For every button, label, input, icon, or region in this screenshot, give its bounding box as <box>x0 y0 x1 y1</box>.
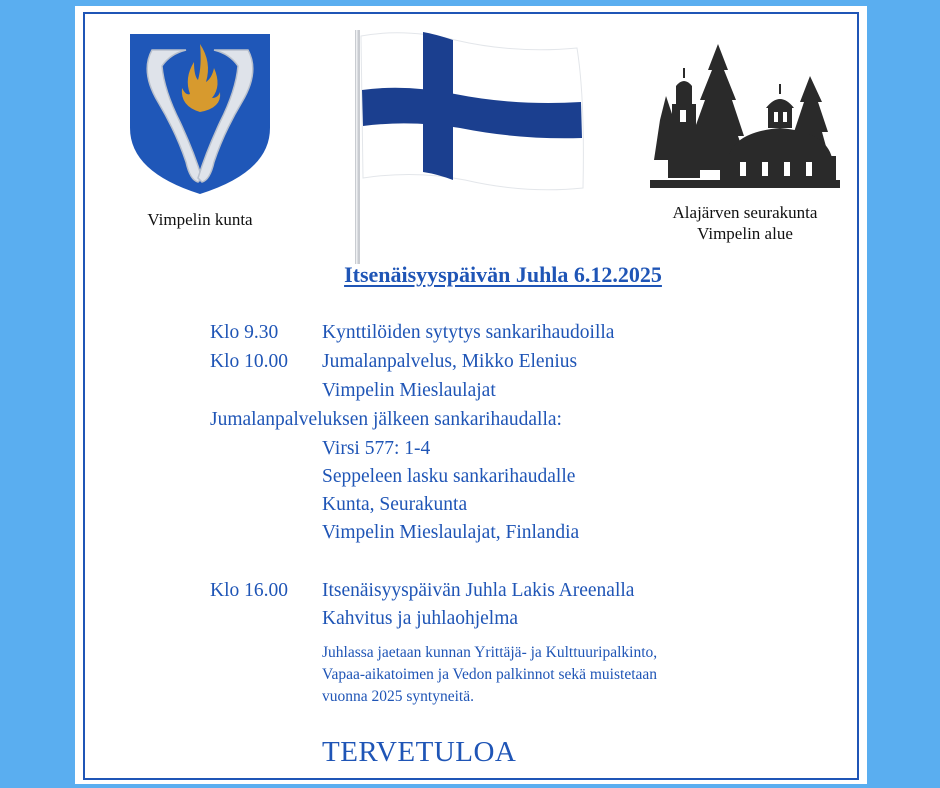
parish-line-2: Vimpelin alue <box>697 224 793 243</box>
program-sub-3: Kunta, Seurakunta <box>322 494 468 515</box>
program-item-2: Jumalanpalvelus, Mikko Elenius <box>322 351 578 372</box>
program-time-3: Klo 16.00 <box>210 580 288 601</box>
welcome-text: TERVETULOA <box>322 736 517 768</box>
parish-name <box>640 202 850 244</box>
program-item-3: Itsenäisyyspäivän Juhla Lakis Areenalla <box>322 580 635 601</box>
program-sub-4: Vimpelin Mieslaulajat, Finlandia <box>322 522 580 543</box>
municipality-name: Vimpelin kunta <box>147 210 253 229</box>
program-item-3b: Kahvitus ja juhlaohjelma <box>322 608 519 629</box>
coat-of-arms-icon <box>128 32 272 196</box>
program-time-2: Klo 10.00 <box>210 351 288 372</box>
program-sub-1: Virsi 577: 1-4 <box>322 438 431 459</box>
program-time-1: Klo 9.30 <box>210 322 279 343</box>
program-item-1: Kynttilöiden sytytys sankarihaudoilla <box>322 322 615 343</box>
program-note-2: Vapaa-aikatoimen ja Vedon palkinnot sekä muistetaan <box>322 666 658 683</box>
program-sub-2: Seppeleen lasku sankarihaudalle <box>322 466 576 487</box>
program-note-3: vuonna 2025 syntyneitä. <box>322 688 474 705</box>
event-title: Itsenäisyyspäivän Juhla 6.12.2025 <box>344 262 662 287</box>
after-service-heading: Jumalanpalveluksen jälkeen sankarihaudalla: <box>210 409 562 430</box>
program-item-2b: Vimpelin Mieslaulajat <box>322 380 496 401</box>
parish-line-1: Alajärven seurakunta <box>672 203 818 222</box>
finland-flag-icon <box>345 28 590 264</box>
program-note-1: Juhlassa jaetaan kunnan Yrittäjä- ja Kulttuuripalkinto, <box>322 644 658 661</box>
church-silhouette-icon <box>650 40 840 190</box>
